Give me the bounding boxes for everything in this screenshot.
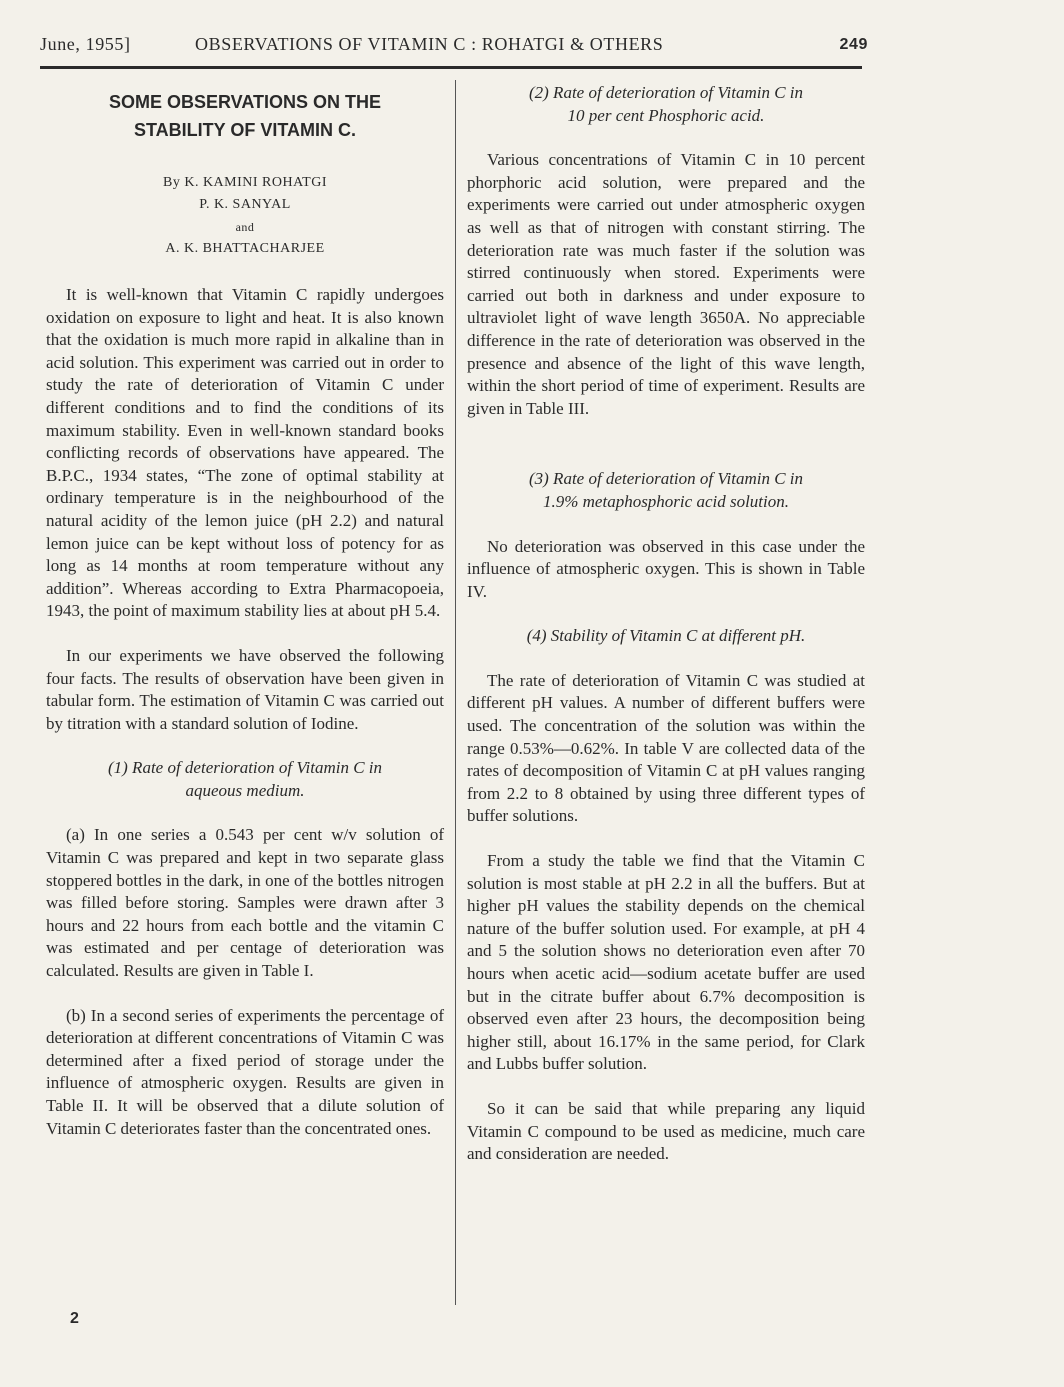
section-heading-2-line-1: (2) Rate of deterioration of Vitamin C in bbox=[528, 83, 804, 102]
section-heading-1-line-1: (1) Rate of deterioration of Vitamin C in bbox=[107, 758, 383, 778]
issue-date: June, 1955] bbox=[40, 34, 131, 54]
article-title bbox=[46, 88, 444, 144]
title-line-2: STABILITY OF VITAMIN C. bbox=[134, 120, 356, 140]
series-b-paragraph: (b) In a second series of experiments the percentage of deterioration at different concentrations of Vitamin C was determined after a fixed period of storage under the influence of atmospheric oxygen. Results are given in Table II. It will be observed that a dilute solution of Vitamin C deteriorates faster than the concentrated ones. bbox=[46, 1005, 444, 1138]
running-title: OBSERVATIONS OF VITAMIN C : ROHATGI & OTHERS bbox=[195, 34, 664, 54]
section-heading-3-line-2: 1.9% metaphosphoric acid solution. bbox=[542, 491, 789, 511]
author-2: P. K. SANYAL bbox=[199, 197, 291, 212]
byline bbox=[46, 172, 444, 260]
methods-paragraph: In our experiments we have observed the following four facts. The results of observation have been given in tabular form. The estimation of Vitamin C was carried out by titration with a standard solution of Iodine. bbox=[46, 645, 444, 733]
byline-and: and bbox=[235, 220, 255, 234]
phosphoric-acid-paragraph: Various concentrations of Vitamin C in 10 percent phorphoric acid solution, were prepared and the experiments were carried out under atmospheric oxygen as well as that of nitrogen with constant stirring. The deterioration rate was much faster if the solution was stirred continuously when stored. Experiments were carried out both in darkness and under exposure to ultraviolet light of wave length 3650A. No appreciable difference in the rate of deterioration was observed in the presence and absence of the light of this wave length, within the short period of time of experiment. Results are given in Table III. bbox=[467, 150, 865, 418]
findings-paragraph: From a study the table we find that the Vitamin C solution is most stable at pH 2.2 in all the buffers. But at higher pH values the stability depends on the chemical nature of the buffer solution used. For example, at pH 4 and 5 the solution shows no deterioration even after 70 hours when acetic acid—sodium acetate buffer are used but in the citrate buffer about 6.7% decomposition is observed even after 23 hours, the decomposition being higher still, about 16.17% in the same period, for Clark and Lubbs buffer solution. bbox=[467, 851, 865, 1074]
metaphosphoric-paragraph: No deterioration was observed in this case under the influence of atmospheric oxygen. This is shown in Table IV. bbox=[467, 536, 865, 601]
left-column bbox=[46, 88, 444, 1140]
ph-study-paragraph: The rate of deterioration of Vitamin C was studied at different pH values. A number of different buffers were used. The concentration of the solution was within the range 0.53%—0.62%. In table V are collected data of the rates of decomposition of Vitamin C at pH values ranging from 2.2 to 8 obtained by using three different types of buffer solutions. bbox=[467, 670, 865, 826]
title-line-1: SOME OBSERVATIONS ON THE bbox=[108, 92, 382, 112]
conclusion-paragraph: So it can be said that while preparing any liquid Vitamin C compound to be used as medicine, much care and consideration are needed. bbox=[467, 1098, 865, 1164]
section-heading-2-line-2: 10 per cent Phosphoric acid. bbox=[567, 105, 765, 125]
author-1: By K. KAMINI ROHATGI bbox=[163, 175, 327, 190]
column-divider bbox=[455, 80, 456, 1305]
section-heading-1-line-2: aqueous medium. bbox=[185, 780, 305, 800]
section-heading-4: (4) Stability of Vitamin C at different pH. bbox=[526, 626, 806, 646]
section-heading-3 bbox=[467, 468, 865, 513]
section-heading-2 bbox=[467, 82, 865, 127]
page-number: 249 bbox=[839, 36, 868, 53]
series-a-paragraph: (a) In one series a 0.543 per cent w/v solution of Vitamin C was prepared and kept in two separate glass stoppered bottles in the dark, in one of the bottles nitrogen was filled before storing. Samples were drawn after 3 hours and 22 hours from each bottle and the vitamin C was estimated and per centage of deterioration was calculated. Results are given in Table I. bbox=[46, 825, 444, 981]
author-3: A. K. BHATTACHARJEE bbox=[165, 241, 325, 256]
right-column bbox=[467, 82, 865, 1166]
footer-page-number: 2 bbox=[70, 1310, 79, 1327]
running-header bbox=[40, 30, 870, 62]
section-heading-1 bbox=[46, 757, 444, 802]
header-rule bbox=[40, 66, 862, 69]
intro-paragraph: It is well-known that Vitamin C rapidly undergoes oxidation on exposure to light and heat. It is also known that the oxidation is much more rapid in alkaline than in acid solution. This experiment was carried out in order to study the rate of deterioration of Vitamin C under different conditions and to find the conditions of its maximum stability. Even in well-known standard books conflicting records of observations have appeared. The B.P.C., 1934 states, “The zone of optimal stability at ordinary temperature is in the neighbourhood of the natural acidity of the lemon juice (pH 2.2) and natural lemon juice can be kept without loss of potency for as long as 14 months at room temperature without any addition”. Whereas according to Extra Pharmacopoeia, 1943, the point of maximum stability lies at about pH 5.4. bbox=[46, 285, 444, 621]
section-heading-3-line-1: (3) Rate of deterioration of Vitamin C in bbox=[528, 469, 804, 489]
